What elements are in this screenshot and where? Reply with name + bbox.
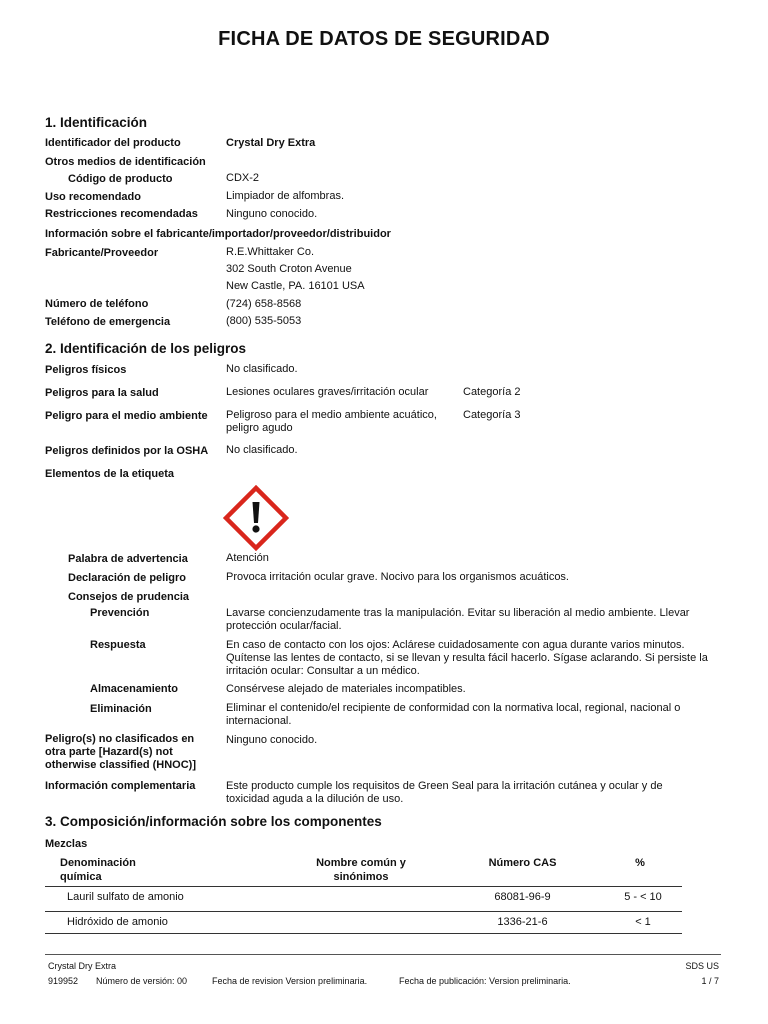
label-manufacturer: Fabricante/Proveedor — [45, 247, 159, 259]
category-environment-hazard: Categoría 3 — [463, 409, 521, 421]
footer-page-number: 1 / 7 — [701, 976, 719, 986]
label-prevention: Prevención — [90, 607, 150, 619]
cell-chemical-name: Hidróxido de amonio — [67, 916, 168, 928]
value-storage: Consérvese alejado de materiales incompatibles. — [226, 683, 466, 695]
label-osha-hazards: Peligros definidos por la OSHA — [45, 445, 209, 457]
value-prevention: Lavarse concienzudamente tras la manipulación. Evitar su liberación al medio ambiente. Llevar protección ocular/facial. — [226, 607, 690, 632]
value-address-city: New Castle, PA. 16101 USA — [226, 280, 365, 292]
value-manufacturer: R.E.Whittaker Co. — [226, 246, 315, 258]
column-header-chemical-name: Denominación química — [60, 857, 136, 883]
category-health-hazards: Categoría 2 — [463, 386, 521, 398]
value-disposal: Eliminar el contenido/el recipiente de conformidad con la normativa local, regional, nacional o internacional. — [226, 702, 681, 727]
value-hnoc: Ninguno conocido. — [226, 734, 318, 746]
label-mixtures: Mezclas — [45, 838, 88, 850]
label-hazard-statement: Declaración de peligro — [68, 572, 186, 584]
value-product-identifier: Crystal Dry Extra — [226, 137, 316, 149]
value-supplementary-info: Este producto cumple los requisitos de Green Seal para la irritación cutánea y ocular y de toxicidad aguda a la dilución de uso. — [226, 780, 663, 805]
column-header-common-name: Nombre común y sinónimos — [316, 857, 406, 883]
label-storage: Almacenamiento — [90, 683, 179, 695]
table-row — [45, 890, 682, 912]
label-other-identification: Otros medios de identificación — [45, 156, 206, 168]
label-hnoc: Peligro(s) no clasificados en otra parte [Hazard(s) not otherwise classified (HNOC)] — [45, 733, 196, 771]
label-recommended-use: Uso recomendado — [45, 191, 141, 203]
label-environment-hazard: Peligro para el medio ambiente — [45, 410, 208, 422]
footer-publication-date: Fecha de publicación: Version preliminaria. — [399, 976, 571, 986]
label-health-hazards: Peligros para la salud — [45, 387, 159, 399]
section-3-heading: 3. Composición/información sobre los componentes — [45, 814, 382, 829]
value-recommended-use: Limpiador de alfombras. — [226, 190, 345, 202]
footer-product-name: Crystal Dry Extra — [48, 961, 117, 971]
table-divider — [45, 886, 682, 887]
table-divider — [45, 911, 682, 912]
value-phone: (724) 658-8568 — [226, 298, 302, 310]
label-phone: Número de teléfono — [45, 298, 149, 310]
label-supplementary-info: Información complementaria — [45, 780, 196, 792]
footer-revision-date: Fecha de revision Version preliminaria. — [212, 976, 368, 986]
column-header-cas-number: Número CAS — [488, 857, 557, 869]
label-precautionary-statements: Consejos de prudencia — [68, 591, 190, 603]
value-address-street: 302 South Croton Avenue — [226, 263, 352, 275]
value-health-hazards: Lesiones oculares graves/irritación ocular — [226, 386, 429, 398]
exclamation-mark-hazard-icon — [223, 485, 289, 551]
value-signal-word: Atención — [226, 552, 269, 564]
cell-chemical-name: Lauril sulfato de amonio — [67, 891, 184, 903]
cell-cas-number: 68081-96-9 — [494, 891, 551, 903]
footer-document-id: 919952 — [48, 976, 79, 986]
value-restrictions: Ninguno conocido. — [226, 208, 318, 220]
label-disposal: Eliminación — [90, 703, 152, 715]
label-response: Respuesta — [90, 639, 146, 651]
cell-percent: 5 - < 10 — [624, 891, 662, 903]
label-product-code: Código de producto — [68, 173, 173, 185]
section-1-heading: 1. Identificación — [45, 115, 148, 130]
column-header-percent: % — [635, 857, 645, 869]
label-physical-hazards: Peligros físicos — [45, 364, 127, 376]
label-product-identifier: Identificador del producto — [45, 137, 181, 149]
value-environment-hazard: Peligroso para el medio ambiente acuático, peligro agudo — [226, 409, 437, 434]
value-hazard-statement: Provoca irritación ocular grave. Nocivo para los organismos acuáticos. — [226, 571, 569, 583]
document-title: FICHA DE DATOS DE SEGURIDAD — [218, 28, 550, 50]
label-label-elements: Elementos de la etiqueta — [45, 468, 174, 480]
label-restrictions: Restricciones recomendadas — [45, 208, 198, 220]
label-manufacturer-info: Información sobre el fabricante/importador/proveedor/distribuidor — [45, 228, 391, 240]
cell-percent: < 1 — [635, 916, 651, 928]
value-response: En caso de contacto con los ojos: Aclárese cuidadosamente con agua durante varios minutos. Quítense las lentes de contacto, si se llevan y resulta fácil hacerlo. Sígase aclarando. Si persiste la irritación ocular: Consultar a un médico. — [226, 639, 708, 677]
cell-cas-number: 1336-21-6 — [497, 916, 548, 928]
section-2-heading: 2. Identificación de los peligros — [45, 341, 247, 356]
value-osha-hazards: No clasificado. — [226, 444, 298, 456]
label-emergency-phone: Teléfono de emergencia — [45, 316, 171, 328]
table-divider — [45, 933, 682, 934]
label-signal-word: Palabra de advertencia — [68, 553, 188, 565]
footer-sds-code: SDS US — [685, 961, 719, 971]
value-emergency-phone: (800) 535-5053 — [226, 315, 302, 327]
value-physical-hazards: No clasificado. — [226, 363, 298, 375]
footer-divider — [45, 954, 721, 955]
value-product-code: CDX-2 — [226, 172, 260, 184]
footer-version: Número de versión: 00 — [96, 976, 188, 986]
